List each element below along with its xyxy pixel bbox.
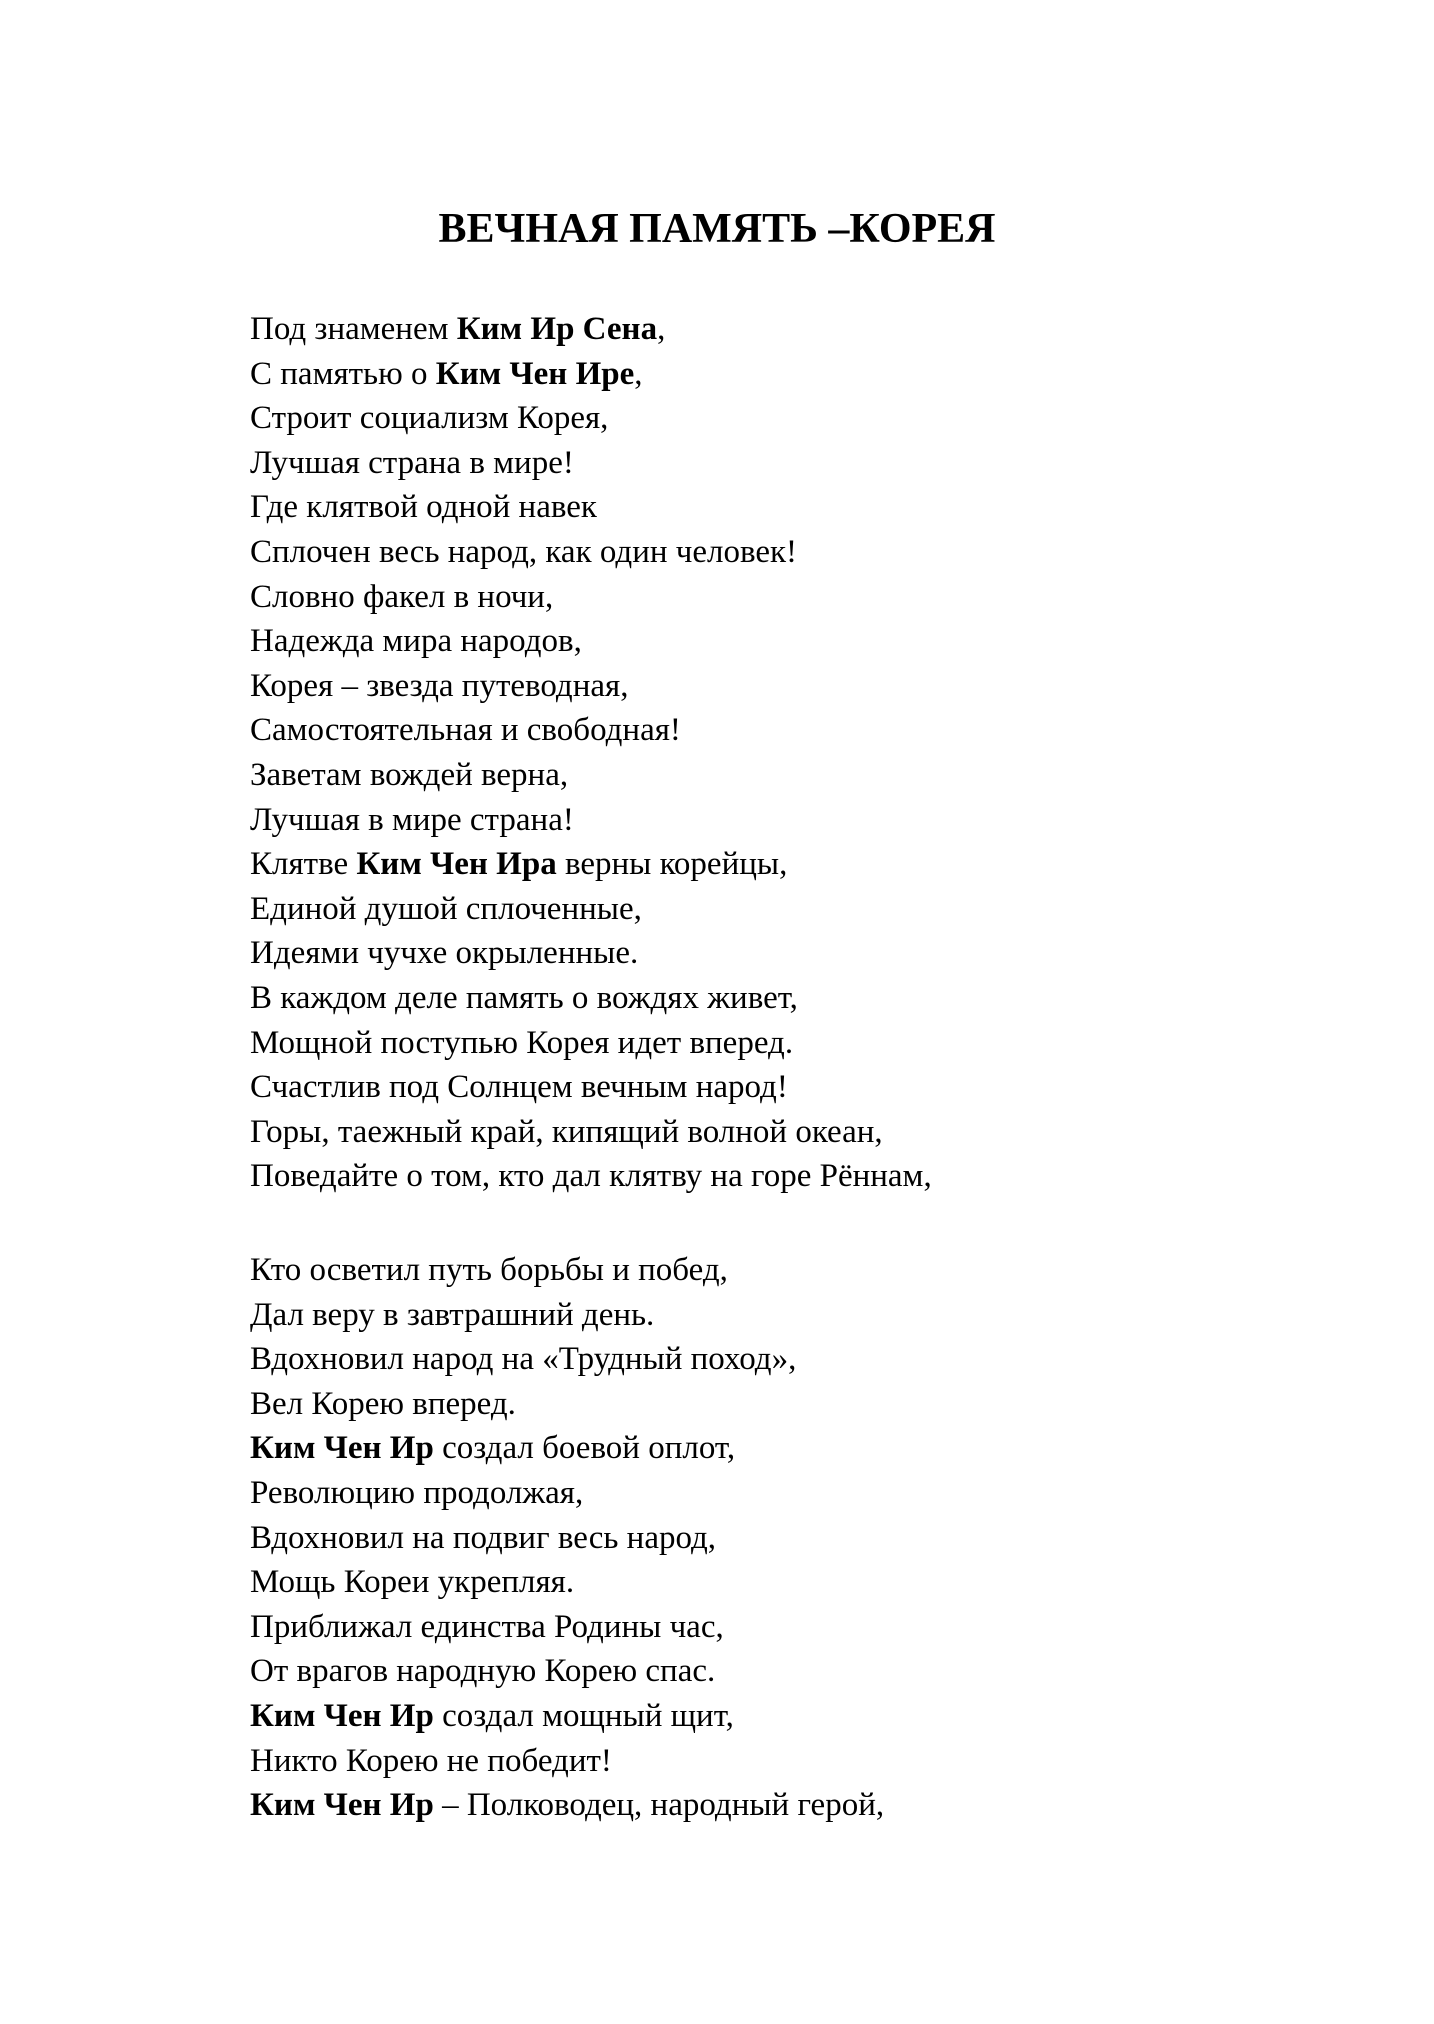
bold-name-text: Ким Чен Ир — [250, 1787, 434, 1824]
line-text: Мощь Кореи укрепляя. — [250, 1564, 575, 1601]
poem-line — [250, 485, 932, 530]
poem-line — [250, 619, 932, 664]
bold-name-text: Ким Чен Ир — [250, 1430, 434, 1467]
poem-line — [250, 396, 932, 441]
line-text: Дал веру в завтрашний день. — [250, 1296, 655, 1333]
line-text: , — [634, 355, 643, 392]
line-text: Никто Корею не победит! — [250, 1742, 612, 1779]
line-text: Строит социализм Корея, — [250, 400, 609, 437]
bold-name-text: Ким Чен Ире — [435, 355, 635, 392]
poem-line — [250, 1783, 884, 1828]
poem-line — [250, 352, 932, 397]
poem-line — [250, 1021, 932, 1066]
line-text: Горы, таежный край, кипящий волной океан, — [250, 1113, 883, 1150]
line-text: Самостоятельная и свободная! — [250, 712, 681, 749]
line-text: Поведайте о том, кто дал клятву на горе Рённам, — [250, 1158, 932, 1195]
poem-line — [250, 307, 932, 352]
poem-line — [250, 1248, 884, 1293]
line-text: Единой душой сплоченные, — [250, 890, 642, 927]
poem-line — [250, 1426, 884, 1471]
line-text: Лучшая в мире страна! — [250, 801, 574, 838]
line-text: создал мощный щит, — [433, 1697, 734, 1734]
poem-line — [250, 976, 932, 1021]
poem-line — [250, 1560, 884, 1605]
line-text: верны корейцы, — [556, 846, 788, 883]
poem-line — [250, 708, 932, 753]
line-text: Клятве — [250, 846, 357, 883]
line-text: Лучшая страна в мире! — [250, 444, 574, 481]
line-text: Корея – звезда путеводная, — [250, 667, 629, 704]
line-text: , — [657, 311, 666, 347]
poem-line — [250, 1471, 884, 1516]
line-text: С памятью о — [250, 355, 436, 392]
line-text: Где клятвой одной навек — [250, 489, 597, 526]
line-text: Кто осветил путь борьбы и побед, — [250, 1252, 728, 1288]
stanza — [250, 1248, 884, 1828]
line-text: создал боевой оплот, — [433, 1430, 736, 1467]
poem-line — [250, 798, 932, 843]
line-text: Заветам вождей верна, — [250, 756, 569, 793]
line-text: Мощной поступью Корея идет вперед. — [250, 1024, 794, 1061]
line-text: Надежда мира народов, — [250, 623, 582, 660]
poem-line — [250, 887, 932, 932]
line-text: Революцию продолжая, — [250, 1474, 584, 1511]
poem-line — [250, 1694, 884, 1739]
poem-line — [250, 1110, 932, 1155]
poem-line — [250, 1739, 884, 1784]
line-text: Вдохновил на подвиг весь народ, — [250, 1519, 717, 1556]
line-text: В каждом деле память о вождях живет, — [250, 979, 798, 1016]
line-text: Сплочен весь народ, как один человек! — [250, 533, 798, 570]
poem-title: ВЕЧНАЯ ПАМЯТЬ –КОРЕЯ — [438, 206, 996, 252]
poem-line — [250, 842, 932, 887]
poem-line — [250, 530, 932, 575]
line-text: От врагов народную Корею спас. — [250, 1653, 716, 1690]
poem-line — [250, 1649, 884, 1694]
line-text: Приближал единства Родины час, — [250, 1608, 724, 1645]
poem-line — [250, 931, 932, 976]
poem-line — [250, 1154, 932, 1199]
poem-line — [250, 1337, 884, 1382]
line-text: Счастлив под Солнцем вечным народ! — [250, 1069, 788, 1106]
line-text: Вдохновил народ на «Трудный поход», — [250, 1341, 797, 1378]
poem-line — [250, 1065, 932, 1110]
line-text: Под знаменем — [250, 311, 457, 347]
line-text: Словно факел в ночи, — [250, 578, 554, 615]
bold-name-text: Ким Чен Ира — [356, 846, 557, 883]
poem-line — [250, 664, 932, 709]
stanza — [250, 307, 932, 1199]
bold-name-text: Ким Ир Сена — [456, 311, 658, 347]
poem-line — [250, 1382, 884, 1427]
poem-line — [250, 575, 932, 620]
line-text: – Полководец, народный герой, — [433, 1787, 885, 1824]
line-text: Вел Корею вперед. — [250, 1385, 516, 1422]
poem-line — [250, 441, 932, 486]
bold-name-text: Ким Чен Ир — [250, 1697, 434, 1734]
line-text: Идеями чучхе окрыленные. — [250, 935, 639, 972]
poem-line — [250, 1605, 884, 1650]
poem-line — [250, 753, 932, 798]
poem-line — [250, 1516, 884, 1561]
poem-line — [250, 1293, 884, 1338]
